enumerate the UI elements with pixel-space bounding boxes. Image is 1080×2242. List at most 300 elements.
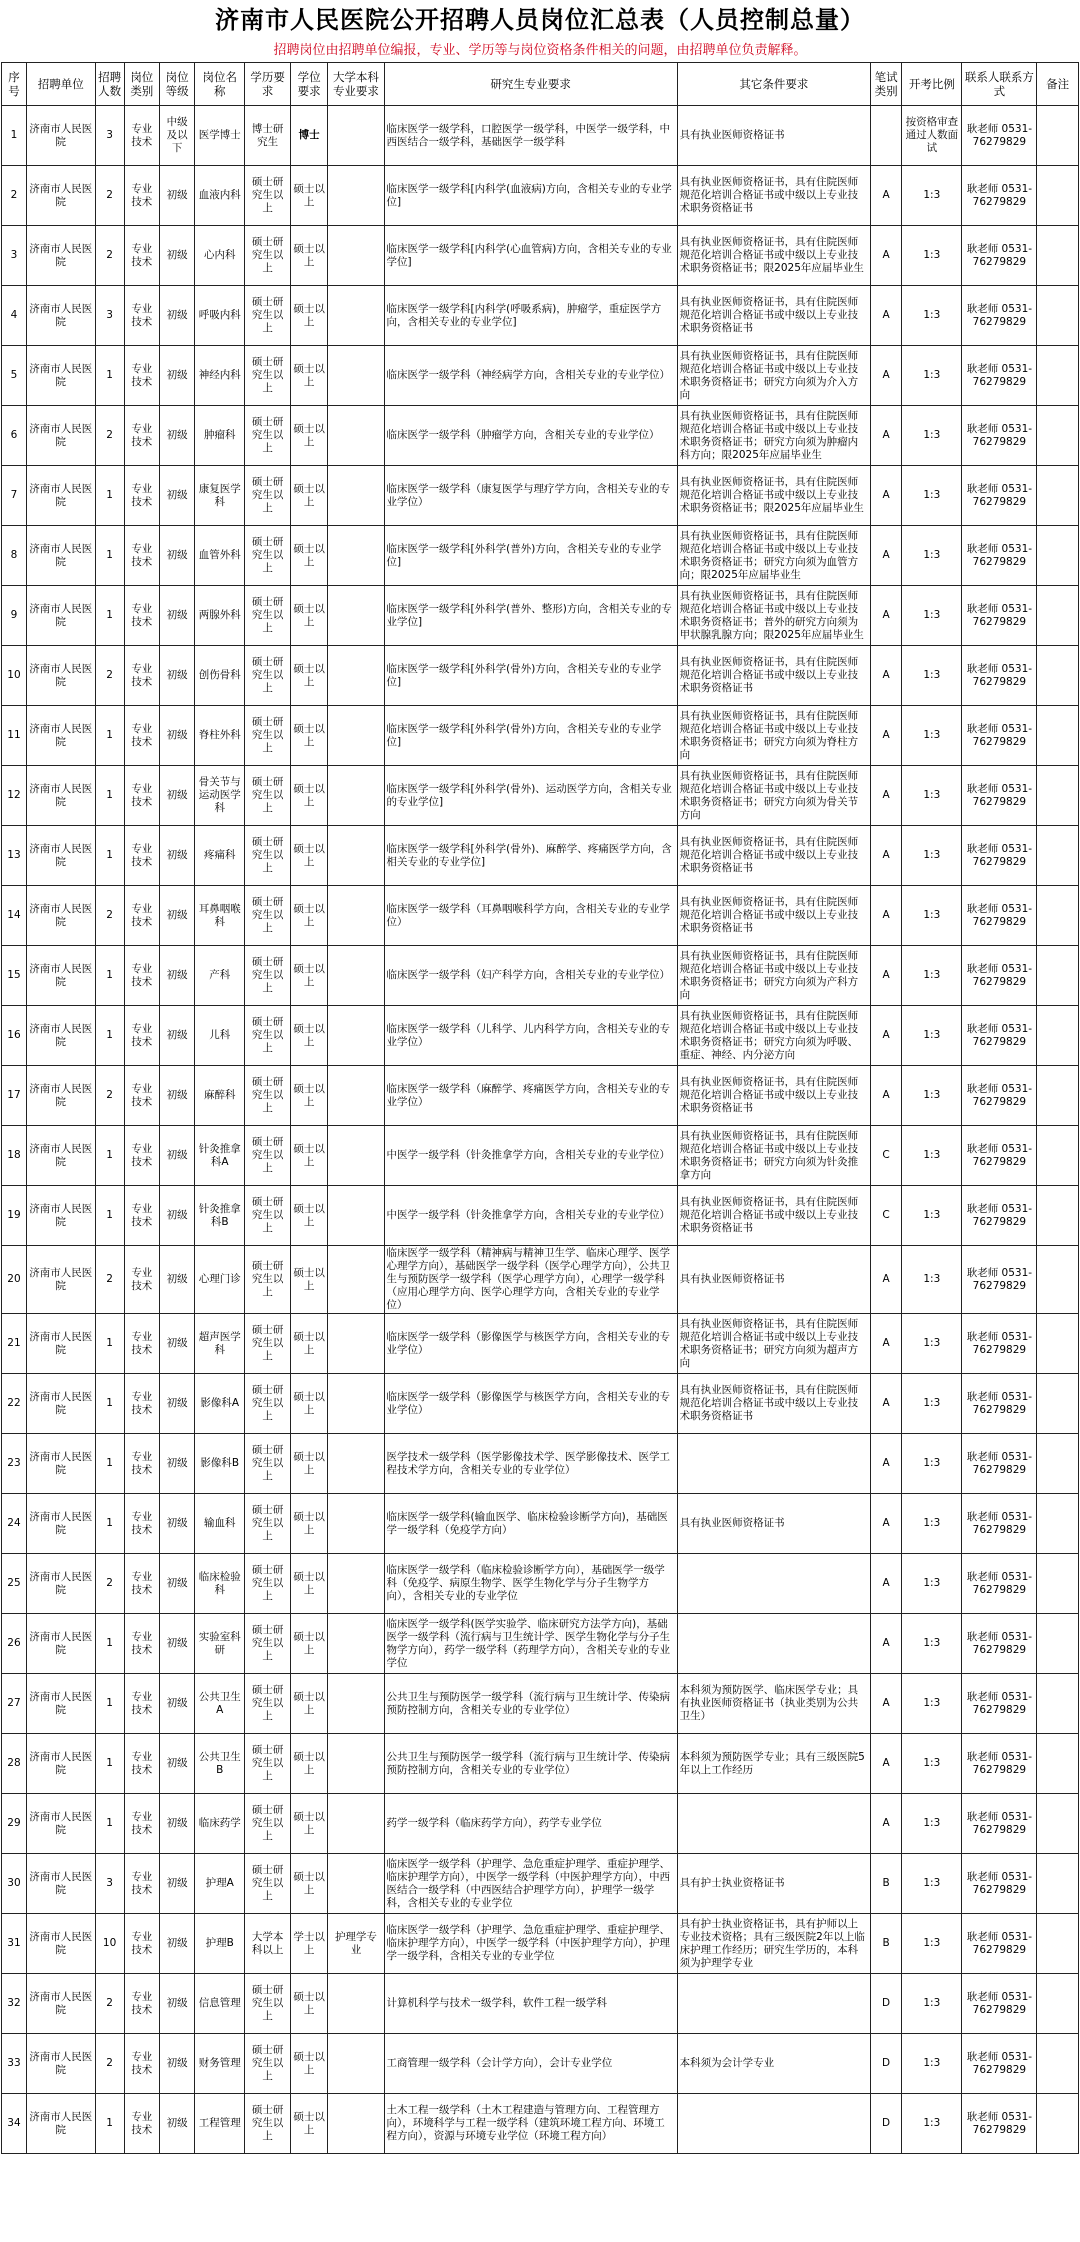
cell-ratio: 1:3 [902, 1066, 962, 1126]
cell-category: 专业技术 [124, 826, 159, 886]
cell-num: 1 [95, 1734, 124, 1794]
cell-contact: 耿老师 0531-76279829 [962, 2034, 1037, 2094]
cell-grad-major: 临床医学一级学科（儿科学、儿内科学方向，含相关专业的专业学位） [384, 1006, 677, 1066]
cell-level: 初级 [159, 1674, 194, 1734]
cell-level: 初级 [159, 466, 194, 526]
table-row [2, 1854, 1079, 1914]
cell-level: 初级 [159, 1126, 194, 1186]
cell-exam: A [871, 166, 902, 226]
cell-ratio: 1:3 [902, 1554, 962, 1614]
cell-unit: 济南市人民医院 [26, 1614, 95, 1674]
cell-other [677, 1614, 870, 1674]
cell-undergrad-major [328, 466, 384, 526]
cell-other: 具有执业医师资格证书，具有住院医师规范化培训合格证书或中级以上专业技术职务资格证书 [677, 166, 870, 226]
cell-level: 初级 [159, 1246, 194, 1314]
header-row [2, 63, 1079, 106]
cell-level: 中级及以下 [159, 106, 194, 166]
table-row [2, 526, 1079, 586]
cell-level: 初级 [159, 1794, 194, 1854]
cell-unit: 济南市人民医院 [26, 1674, 95, 1734]
cell-grad-major: 临床医学一级学科[外科学(骨外)方向，含相关专业的专业学位] [384, 646, 677, 706]
cell-ratio: 1:3 [902, 946, 962, 1006]
cell-exam: A [871, 1614, 902, 1674]
cell-other: 具有护士执业资格证书 [677, 1854, 870, 1914]
table-row [2, 286, 1079, 346]
cell-position: 医学博士 [195, 106, 245, 166]
cell-education: 硕士研究生以上 [245, 2034, 291, 2094]
cell-no: 13 [2, 826, 27, 886]
cell-ratio: 1:3 [902, 1674, 962, 1734]
cell-undergrad-major [328, 526, 384, 586]
cell-degree: 硕士以上 [290, 166, 327, 226]
cell-position: 脊柱外科 [195, 706, 245, 766]
cell-unit: 济南市人民医院 [26, 946, 95, 1006]
cell-note [1037, 1066, 1079, 1126]
cell-unit: 济南市人民医院 [26, 1914, 95, 1974]
cell-no: 25 [2, 1554, 27, 1614]
cell-unit: 济南市人民医院 [26, 586, 95, 646]
cell-level: 初级 [159, 1854, 194, 1914]
cell-education: 硕士研究生以上 [245, 586, 291, 646]
cell-category: 专业技术 [124, 1066, 159, 1126]
cell-undergrad-major [328, 226, 384, 286]
cell-undergrad-major [328, 1066, 384, 1126]
cell-level: 初级 [159, 1974, 194, 2034]
cell-position: 呼吸内科 [195, 286, 245, 346]
cell-level: 初级 [159, 166, 194, 226]
cell-category: 专业技术 [124, 1126, 159, 1186]
cell-contact: 耿老师 0531-76279829 [962, 1794, 1037, 1854]
cell-category: 专业技术 [124, 526, 159, 586]
cell-ratio: 1:3 [902, 2094, 962, 2154]
cell-unit: 济南市人民医院 [26, 1066, 95, 1126]
cell-no: 4 [2, 286, 27, 346]
cell-undergrad-major [328, 166, 384, 226]
cell-degree: 硕士以上 [290, 2094, 327, 2154]
cell-degree: 硕士以上 [290, 1006, 327, 1066]
cell-num: 2 [95, 886, 124, 946]
cell-note [1037, 166, 1079, 226]
cell-degree: 硕士以上 [290, 1246, 327, 1314]
cell-exam: A [871, 1314, 902, 1374]
cell-level: 初级 [159, 1494, 194, 1554]
cell-note [1037, 346, 1079, 406]
cell-unit: 济南市人民医院 [26, 1314, 95, 1374]
cell-unit: 济南市人民医院 [26, 1434, 95, 1494]
cell-other: 具有执业医师资格证书，具有住院医师规范化培训合格证书或中级以上专业技术职务资格证书 [677, 886, 870, 946]
cell-unit: 济南市人民医院 [26, 1186, 95, 1246]
cell-exam: A [871, 1554, 902, 1614]
cell-undergrad-major [328, 1794, 384, 1854]
cell-unit: 济南市人民医院 [26, 226, 95, 286]
cell-ratio: 1:3 [902, 1614, 962, 1674]
cell-level: 初级 [159, 1006, 194, 1066]
cell-level: 初级 [159, 2034, 194, 2094]
cell-unit: 济南市人民医院 [26, 1006, 95, 1066]
cell-category: 专业技术 [124, 1434, 159, 1494]
cell-num: 1 [95, 2094, 124, 2154]
cell-contact: 耿老师 0531-76279829 [962, 1066, 1037, 1126]
cell-level: 初级 [159, 1314, 194, 1374]
cell-ratio: 1:3 [902, 1314, 962, 1374]
column-header: 招聘单位 [26, 63, 95, 106]
cell-degree: 硕士以上 [290, 346, 327, 406]
cell-degree: 硕士以上 [290, 526, 327, 586]
cell-no: 14 [2, 886, 27, 946]
cell-degree: 硕士以上 [290, 1794, 327, 1854]
cell-other: 本科须为预防医学、临床医学专业；具有执业医师资格证书（执业类别为公共卫生） [677, 1674, 870, 1734]
cell-position: 血液内科 [195, 166, 245, 226]
cell-ratio: 1:3 [902, 1434, 962, 1494]
cell-no: 17 [2, 1066, 27, 1126]
cell-ratio: 1:3 [902, 886, 962, 946]
cell-category: 专业技术 [124, 1554, 159, 1614]
cell-note [1037, 2034, 1079, 2094]
cell-note [1037, 1434, 1079, 1494]
column-header: 学历要求 [245, 63, 291, 106]
column-header: 岗位等级 [159, 63, 194, 106]
cell-note [1037, 886, 1079, 946]
cell-exam: A [871, 1734, 902, 1794]
cell-position: 两腺外科 [195, 586, 245, 646]
cell-position: 影像科A [195, 1374, 245, 1434]
cell-category: 专业技术 [124, 1006, 159, 1066]
cell-education: 硕士研究生以上 [245, 1186, 291, 1246]
column-header: 其它条件要求 [677, 63, 870, 106]
cell-grad-major: 临床医学一级学科（影像医学与核医学方向，含相关专业的专业学位） [384, 1314, 677, 1374]
cell-note [1037, 1006, 1079, 1066]
column-header: 笔试类别 [871, 63, 902, 106]
cell-unit: 济南市人民医院 [26, 166, 95, 226]
cell-position: 心内科 [195, 226, 245, 286]
cell-contact: 耿老师 0531-76279829 [962, 886, 1037, 946]
cell-num: 1 [95, 1374, 124, 1434]
cell-ratio: 1:3 [902, 346, 962, 406]
cell-education: 硕士研究生以上 [245, 1734, 291, 1794]
cell-ratio: 1:3 [902, 466, 962, 526]
cell-position: 临床检验科 [195, 1554, 245, 1614]
cell-grad-major: 土木工程一级学科（土木工程建造与管理方向、工程管理方向），环境科学与工程一级学科（建筑环境工程方向、环境工程方向），资源与环境专业学位（环境工程方向） [384, 2094, 677, 2154]
cell-education: 硕士研究生以上 [245, 466, 291, 526]
cell-contact: 耿老师 0531-76279829 [962, 1374, 1037, 1434]
cell-contact: 耿老师 0531-76279829 [962, 226, 1037, 286]
cell-unit: 济南市人民医院 [26, 1734, 95, 1794]
table-row [2, 1554, 1079, 1614]
cell-exam: A [871, 1374, 902, 1434]
cell-num: 3 [95, 1854, 124, 1914]
cell-education: 硕士研究生以上 [245, 2094, 291, 2154]
cell-undergrad-major [328, 1674, 384, 1734]
cell-position: 工程管理 [195, 2094, 245, 2154]
cell-degree: 硕士以上 [290, 1614, 327, 1674]
cell-level: 初级 [159, 406, 194, 466]
cell-other: 具有执业医师资格证书，具有住院医师规范化培训合格证书或中级以上专业技术职务资格证书；研究方向须为血管方向；限2025年应届毕业生 [677, 526, 870, 586]
cell-education: 硕士研究生以上 [245, 1066, 291, 1126]
cell-education: 大学本科以上 [245, 1914, 291, 1974]
cell-degree: 硕士以上 [290, 1314, 327, 1374]
cell-no: 3 [2, 226, 27, 286]
cell-ratio: 1:3 [902, 1494, 962, 1554]
cell-grad-major: 临床医学一级学科(医学实验学、临床研究方法学方向)，基础医学一级学科（流行病与卫生统计学、医学生物化学与分子生物学方向），药学一级学科（药理学方向），含相关专业的专业学位 [384, 1614, 677, 1674]
cell-contact: 耿老师 0531-76279829 [962, 1674, 1037, 1734]
cell-education: 硕士研究生以上 [245, 1126, 291, 1186]
cell-ratio: 1:3 [902, 706, 962, 766]
cell-grad-major: 临床医学一级学科，口腔医学一级学科，中医学一级学科，中西医结合一级学科，基础医学一级学科 [384, 106, 677, 166]
cell-exam: A [871, 1066, 902, 1126]
cell-position: 创伤骨科 [195, 646, 245, 706]
cell-no: 18 [2, 1126, 27, 1186]
cell-undergrad-major [328, 1126, 384, 1186]
column-header: 研究生专业要求 [384, 63, 677, 106]
cell-num: 2 [95, 2034, 124, 2094]
cell-other: 具有执业医师资格证书，具有住院医师规范化培训合格证书或中级以上专业技术职务资格证书；普外的研究方向须为甲状腺乳腺方向；限2025年应届毕业生 [677, 586, 870, 646]
cell-degree: 硕士以上 [290, 406, 327, 466]
cell-education: 硕士研究生以上 [245, 346, 291, 406]
cell-level: 初级 [159, 886, 194, 946]
cell-unit: 济南市人民医院 [26, 1854, 95, 1914]
table-row [2, 466, 1079, 526]
table-row [2, 646, 1079, 706]
cell-level: 初级 [159, 586, 194, 646]
cell-ratio: 1:3 [902, 586, 962, 646]
cell-note [1037, 226, 1079, 286]
cell-category: 专业技术 [124, 1674, 159, 1734]
cell-level: 初级 [159, 1614, 194, 1674]
cell-other: 具有执业医师资格证书，具有住院医师规范化培训合格证书或中级以上专业技术职务资格证书；研究方向须为产科方向 [677, 946, 870, 1006]
table-row [2, 946, 1079, 1006]
cell-exam: C [871, 1126, 902, 1186]
cell-exam: A [871, 706, 902, 766]
cell-ratio: 1:3 [902, 646, 962, 706]
cell-no: 31 [2, 1914, 27, 1974]
cell-num: 1 [95, 1674, 124, 1734]
table-row [2, 1374, 1079, 1434]
cell-grad-major: 临床医学一级学科（耳鼻咽喉科学方向，含相关专业的专业学位） [384, 886, 677, 946]
cell-ratio: 1:3 [902, 226, 962, 286]
cell-no: 12 [2, 766, 27, 826]
page-subtitle: 招聘岗位由招聘单位编报，专业、学历等与岗位资格条件相关的问题，由招聘单位负责解释。 [273, 43, 807, 58]
cell-no: 8 [2, 526, 27, 586]
cell-education: 硕士研究生以上 [245, 406, 291, 466]
cell-position: 财务管理 [195, 2034, 245, 2094]
cell-undergrad-major [328, 1854, 384, 1914]
cell-position: 麻醉科 [195, 1066, 245, 1126]
cell-exam: A [871, 286, 902, 346]
cell-position: 肿瘤科 [195, 406, 245, 466]
table-row [2, 766, 1079, 826]
cell-unit: 济南市人民医院 [26, 886, 95, 946]
cell-contact: 耿老师 0531-76279829 [962, 766, 1037, 826]
cell-contact: 耿老师 0531-76279829 [962, 2094, 1037, 2154]
cell-education: 硕士研究生以上 [245, 1974, 291, 2034]
cell-undergrad-major [328, 106, 384, 166]
cell-no: 22 [2, 1374, 27, 1434]
cell-other: 具有执业医师资格证书，具有住院医师规范化培训合格证书或中级以上专业技术职务资格证书 [677, 1186, 870, 1246]
cell-category: 专业技术 [124, 1246, 159, 1314]
column-header: 学位要求 [290, 63, 327, 106]
cell-unit: 济南市人民医院 [26, 346, 95, 406]
cell-grad-major: 药学一级学科（临床药学方向），药学专业学位 [384, 1794, 677, 1854]
cell-grad-major: 临床医学一级学科[外科学(普外、整形)方向，含相关专业的专业学位] [384, 586, 677, 646]
cell-degree: 硕士以上 [290, 1066, 327, 1126]
cell-exam: D [871, 1974, 902, 2034]
cell-contact: 耿老师 0531-76279829 [962, 946, 1037, 1006]
cell-position: 护理A [195, 1854, 245, 1914]
cell-no: 19 [2, 1186, 27, 1246]
cell-note [1037, 2094, 1079, 2154]
cell-position: 疼痛科 [195, 826, 245, 886]
cell-education: 硕士研究生以上 [245, 946, 291, 1006]
cell-note [1037, 1186, 1079, 1246]
cell-unit: 济南市人民医院 [26, 766, 95, 826]
cell-other: 具有执业医师资格证书，具有住院医师规范化培训合格证书或中级以上专业技术职务资格证书 [677, 1066, 870, 1126]
cell-unit: 济南市人民医院 [26, 706, 95, 766]
cell-contact: 耿老师 0531-76279829 [962, 1314, 1037, 1374]
cell-exam: B [871, 1854, 902, 1914]
cell-grad-major: 临床医学一级学科(输血医学、临床检验诊断学方向)，基础医学一级学科（免疫学方向） [384, 1494, 677, 1554]
cell-exam: A [871, 886, 902, 946]
cell-education: 硕士研究生以上 [245, 526, 291, 586]
cell-note [1037, 1734, 1079, 1794]
cell-other: 具有执业医师资格证书，具有住院医师规范化培训合格证书或中级以上专业技术职务资格证书 [677, 646, 870, 706]
cell-contact: 耿老师 0531-76279829 [962, 826, 1037, 886]
cell-position: 血管外科 [195, 526, 245, 586]
cell-unit: 济南市人民医院 [26, 406, 95, 466]
cell-other: 具有执业医师资格证书，具有住院医师规范化培训合格证书或中级以上专业技术职务资格证书 [677, 826, 870, 886]
cell-level: 初级 [159, 286, 194, 346]
cell-category: 专业技术 [124, 766, 159, 826]
table-row [2, 1066, 1079, 1126]
cell-position: 临床药学 [195, 1794, 245, 1854]
cell-num: 2 [95, 406, 124, 466]
cell-undergrad-major [328, 886, 384, 946]
cell-position: 超声医学科 [195, 1314, 245, 1374]
cell-note [1037, 1854, 1079, 1914]
cell-contact: 耿老师 0531-76279829 [962, 346, 1037, 406]
cell-education: 硕士研究生以上 [245, 1374, 291, 1434]
cell-level: 初级 [159, 1374, 194, 1434]
table-row [2, 1974, 1079, 2034]
cell-education: 硕士研究生以上 [245, 886, 291, 946]
cell-degree: 硕士以上 [290, 1554, 327, 1614]
table-row [2, 706, 1079, 766]
cell-exam: A [871, 406, 902, 466]
cell-category: 专业技术 [124, 946, 159, 1006]
cell-undergrad-major [328, 1374, 384, 1434]
cell-contact: 耿老师 0531-76279829 [962, 1734, 1037, 1794]
table-row [2, 1246, 1079, 1314]
cell-unit: 济南市人民医院 [26, 466, 95, 526]
cell-num: 3 [95, 106, 124, 166]
cell-no: 29 [2, 1794, 27, 1854]
cell-other: 具有执业医师资格证书，具有住院医师规范化培训合格证书或中级以上专业技术职务资格证书 [677, 1374, 870, 1434]
cell-no: 24 [2, 1494, 27, 1554]
table-row [2, 346, 1079, 406]
cell-ratio: 1:3 [902, 286, 962, 346]
cell-exam: A [871, 1246, 902, 1314]
cell-unit: 济南市人民医院 [26, 526, 95, 586]
cell-note [1037, 1314, 1079, 1374]
cell-other: 具有执业医师资格证书，具有住院医师规范化培训合格证书或中级以上专业技术职务资格证书；研究方向须为肿瘤内科方向；限2025年应届毕业生 [677, 406, 870, 466]
table-row [2, 826, 1079, 886]
cell-education: 硕士研究生以上 [245, 1554, 291, 1614]
cell-education: 硕士研究生以上 [245, 1674, 291, 1734]
cell-other: 具有执业医师资格证书 [677, 1494, 870, 1554]
cell-other [677, 2094, 870, 2154]
cell-undergrad-major [328, 406, 384, 466]
cell-other: 本科须为预防医学专业；具有三级医院5年以上工作经历 [677, 1734, 870, 1794]
cell-contact: 耿老师 0531-76279829 [962, 586, 1037, 646]
table-row [2, 106, 1079, 166]
cell-education: 硕士研究生以上 [245, 826, 291, 886]
cell-degree: 博士 [290, 106, 327, 166]
cell-degree: 硕士以上 [290, 1186, 327, 1246]
table-header [2, 63, 1079, 106]
cell-undergrad-major [328, 1554, 384, 1614]
cell-exam: A [871, 526, 902, 586]
cell-category: 专业技术 [124, 1186, 159, 1246]
cell-category: 专业技术 [124, 586, 159, 646]
cell-unit: 济南市人民医院 [26, 1794, 95, 1854]
cell-level: 初级 [159, 1434, 194, 1494]
cell-grad-major: 中医学一级学科（针灸推拿学方向，含相关专业的专业学位） [384, 1186, 677, 1246]
cell-contact: 耿老师 0531-76279829 [962, 1126, 1037, 1186]
cell-exam: A [871, 946, 902, 1006]
cell-grad-major: 公共卫生与预防医学一级学科（流行病与卫生统计学、传染病预防控制方向，含相关专业的专业学位） [384, 1734, 677, 1794]
cell-no: 32 [2, 1974, 27, 2034]
cell-note [1037, 406, 1079, 466]
cell-contact: 耿老师 0531-76279829 [962, 286, 1037, 346]
cell-grad-major: 临床医学一级学科[外科学(普外)方向，含相关专业的专业学位] [384, 526, 677, 586]
cell-degree: 硕士以上 [290, 1974, 327, 2034]
cell-grad-major: 临床医学一级学科[外科学(骨外)方向，含相关专业的专业学位] [384, 706, 677, 766]
cell-position: 儿科 [195, 1006, 245, 1066]
cell-education: 硕士研究生以上 [245, 1494, 291, 1554]
cell-grad-major: 临床医学一级学科（麻醉学、疼痛医学方向，含相关专业的专业学位） [384, 1066, 677, 1126]
table-row [2, 226, 1079, 286]
cell-contact: 耿老师 0531-76279829 [962, 466, 1037, 526]
cell-category: 专业技术 [124, 226, 159, 286]
cell-category: 专业技术 [124, 886, 159, 946]
cell-undergrad-major [328, 1974, 384, 2034]
cell-position: 耳鼻咽喉科 [195, 886, 245, 946]
cell-note [1037, 1554, 1079, 1614]
cell-note [1037, 1614, 1079, 1674]
cell-no: 30 [2, 1854, 27, 1914]
cell-other: 具有执业医师资格证书 [677, 1246, 870, 1314]
cell-num: 2 [95, 226, 124, 286]
cell-ratio: 1:3 [902, 1974, 962, 2034]
cell-grad-major: 中医学一级学科（针灸推拿学方向，含相关专业的专业学位） [384, 1126, 677, 1186]
cell-undergrad-major [328, 2094, 384, 2154]
cell-num: 1 [95, 1186, 124, 1246]
cell-unit: 济南市人民医院 [26, 1246, 95, 1314]
cell-grad-major: 临床医学一级学科（护理学、急危重症护理学、重症护理学、临床护理学方向），中医学一级学科（中医护理学方向），护理学一级学科，含相关专业的专业学位 [384, 1914, 677, 1974]
cell-level: 初级 [159, 1734, 194, 1794]
cell-ratio: 1:3 [902, 1794, 962, 1854]
cell-level: 初级 [159, 826, 194, 886]
cell-no: 1 [2, 106, 27, 166]
cell-no: 10 [2, 646, 27, 706]
cell-other: 具有执业医师资格证书，具有住院医师规范化培训合格证书或中级以上专业技术职务资格证书；研究方向须为针灸推拿方向 [677, 1126, 870, 1186]
cell-grad-major: 临床医学一级学科（康复医学与理疗学方向，含相关专业的专业学位） [384, 466, 677, 526]
cell-other: 具有执业医师资格证书，具有住院医师规范化培训合格证书或中级以上专业技术职务资格证书；研究方向须为超声方向 [677, 1314, 870, 1374]
cell-other: 具有执业医师资格证书，具有住院医师规范化培训合格证书或中级以上专业技术职务资格证书；限2025年应届毕业生 [677, 466, 870, 526]
cell-ratio: 1:3 [902, 826, 962, 886]
cell-category: 专业技术 [124, 2034, 159, 2094]
cell-undergrad-major [328, 2034, 384, 2094]
cell-contact: 耿老师 0531-76279829 [962, 1006, 1037, 1066]
